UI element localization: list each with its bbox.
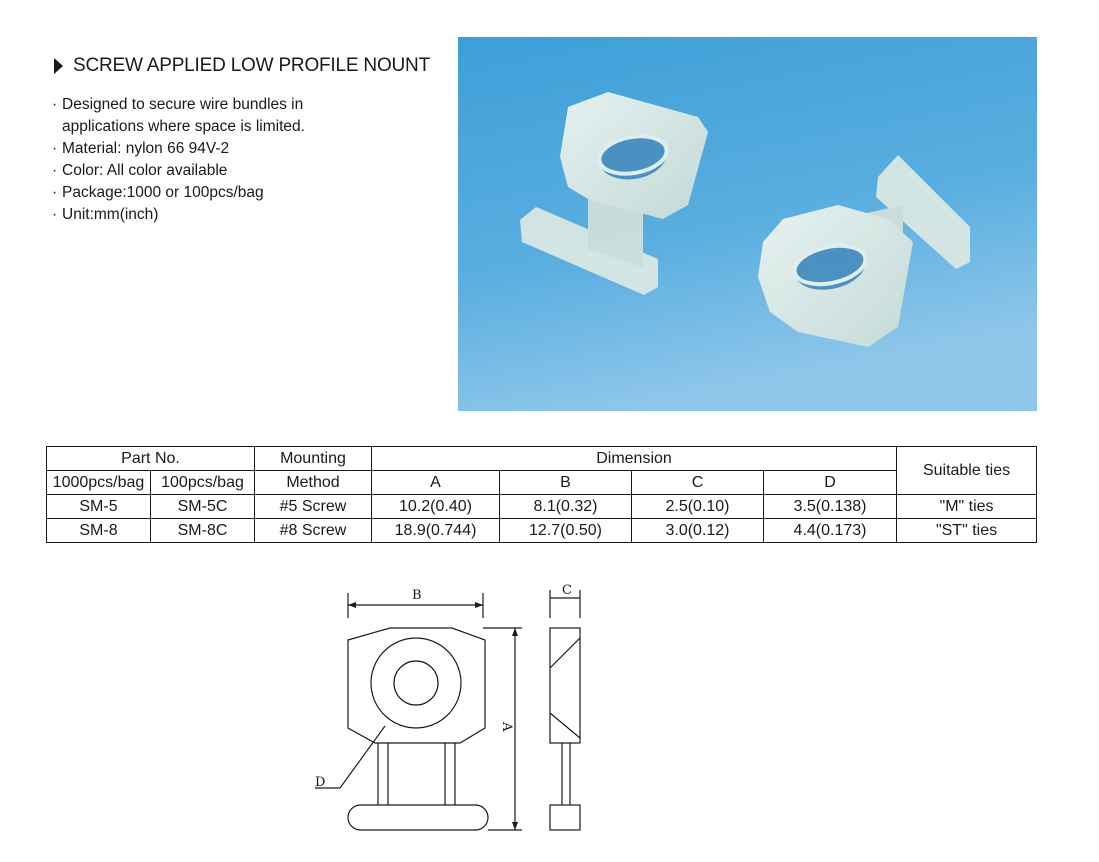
header-dim-a: A: [372, 471, 500, 495]
bullet-dot-icon: ·: [52, 96, 58, 113]
header-dim-b: B: [500, 471, 632, 495]
table-row: [47, 519, 1037, 543]
header-mounting: Mounting: [255, 447, 372, 471]
cell-dim-c: 2.5(0.10): [632, 495, 764, 519]
cell-dim-a: 18.9(0.744): [372, 519, 500, 543]
side-base: [550, 805, 580, 830]
cell-method: #5 Screw: [255, 495, 372, 519]
header-dimension: Dimension: [372, 447, 897, 471]
product-title-text: SCREW APPLIED LOW PROFILE NOUNT: [73, 55, 430, 76]
header-1000pcs: 1000pcs/bag: [47, 471, 151, 495]
label-c: C: [562, 583, 572, 598]
cell-ties: "ST" ties: [897, 519, 1037, 543]
product-title: [54, 55, 430, 77]
feature-item: · Material: nylon 66 94V-2: [52, 138, 362, 160]
bullet-dot-icon: ·: [52, 140, 58, 157]
feature-item: · Designed to secure wire bundles in applications where space is limited.: [52, 94, 362, 138]
outer-ring: [371, 638, 461, 728]
dimension-drawing: [300, 578, 600, 848]
side-chamfer-bottom: [550, 713, 580, 738]
feature-item: · Package:1000 or 100pcs/bag: [52, 182, 362, 204]
cell-dim-d: 3.5(0.138): [764, 495, 897, 519]
front-view-body: [348, 628, 485, 743]
header-part-no: Part No.: [47, 447, 255, 471]
cell-part-1000: SM-8: [47, 519, 151, 543]
screw-hole: [394, 661, 438, 705]
side-chamfer-top: [550, 638, 580, 668]
cell-part-1000: SM-5: [47, 495, 151, 519]
spec-table: [46, 446, 1037, 543]
cell-dim-d: 4.4(0.173): [764, 519, 897, 543]
feature-item: · Color: All color available: [52, 160, 362, 182]
label-a: A: [499, 722, 514, 732]
cell-dim-c: 3.0(0.12): [632, 519, 764, 543]
header-method: Method: [255, 471, 372, 495]
cell-ties: "M" ties: [897, 495, 1037, 519]
label-b: B: [412, 588, 422, 603]
label-d: D: [315, 775, 326, 790]
feature-item: · Unit:mm(inch): [52, 204, 362, 226]
cell-dim-b: 8.1(0.32): [500, 495, 632, 519]
header-100pcs: 100pcs/bag: [151, 471, 255, 495]
cell-part-100: SM-5C: [151, 495, 255, 519]
cell-part-100: SM-8C: [151, 519, 255, 543]
cell-method: #8 Screw: [255, 519, 372, 543]
base-foot: [348, 805, 488, 830]
cell-dim-b: 12.7(0.50): [500, 519, 632, 543]
header-suitable-ties: Suitable ties: [897, 447, 1037, 495]
bullet-dot-icon: ·: [52, 184, 58, 201]
bullet-dot-icon: ·: [52, 206, 58, 223]
header-dim-c: C: [632, 471, 764, 495]
cell-dim-a: 10.2(0.40): [372, 495, 500, 519]
header-dim-d: D: [764, 471, 897, 495]
bullet-dot-icon: ·: [52, 162, 58, 179]
triangle-bullet-icon: [54, 58, 63, 74]
feature-list: [52, 94, 362, 226]
table-row: [47, 495, 1037, 519]
product-photo: [458, 37, 1037, 411]
